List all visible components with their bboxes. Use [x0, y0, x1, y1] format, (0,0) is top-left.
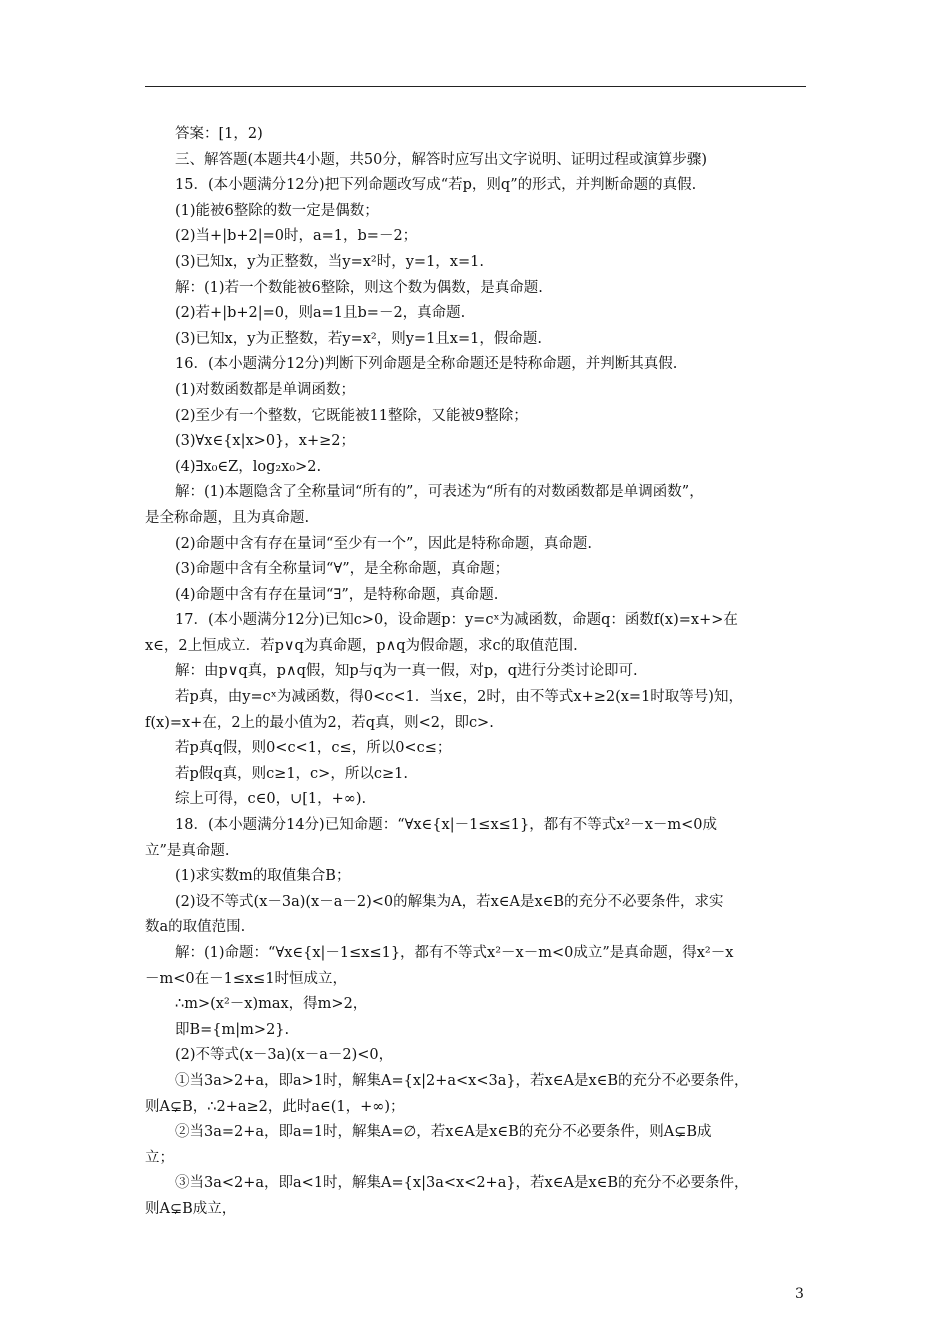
- text-line: (2)不等式(x－3a)(x－a－2)<0，: [175, 1047, 394, 1064]
- text-line: (2)设不等式(x－3a)(x－a－2)<0的解集为A，若x∈A是x∈B的充分不必要条件，求实: [175, 893, 724, 910]
- text-line: (1)对数函数都是单调函数；: [175, 381, 356, 398]
- text-line: (3)已知x，y为正整数，当y=x²时，y=1，x=1.: [175, 253, 484, 270]
- text-line: (1)能被6整除的数一定是偶数；: [175, 202, 379, 219]
- text-line: 立；: [145, 1149, 174, 1166]
- text-line: 即B={m|m>2}.: [175, 1021, 290, 1038]
- text-line: －m<0在－1≤x≤1时恒成立，: [145, 970, 348, 987]
- text-line: ②当3a=2+a，即a=1时，解集A=∅，若x∈A是x∈B的充分不必要条件，则A⊊B成: [175, 1124, 712, 1141]
- text-line: 解：(1)命题：“∀x∈{x|－1≤x≤1}，都有不等式x²－x－m<0成立”是真命题，得x²－x: [175, 945, 734, 961]
- text-line: 则A⊊B成立，: [145, 1200, 237, 1217]
- text-line: (1)求实数m的取值集合B；: [175, 868, 351, 885]
- text-line: (2)命题中含有存在量词“至少有一个”，因此是特称命题，真命题.: [175, 535, 592, 552]
- text-line: 答案：[1，2): [175, 126, 263, 142]
- header-rule: [145, 86, 806, 87]
- text-line: 三、解答题(本题共4小题，共50分，解答时应写出文字说明、证明过程或演算步骤): [175, 151, 707, 168]
- document-body: [145, 122, 807, 1223]
- text-line: 解：(1)本题隐含了全称量词“所有的”，可表述为“所有的对数函数都是单调函数”，: [175, 484, 704, 501]
- text-line: ③当3a<2+a，即a<1时，解集A={x|3a<x<2+a}，若x∈A是x∈B的充分不必要条件，: [175, 1175, 749, 1192]
- text-line: ①当3a>2+a，即a>1时，解集A={x|2+a<x<3a}，若x∈A是x∈B的充分不必要条件，: [175, 1072, 749, 1089]
- text-line: 立”是真命题.: [145, 842, 230, 859]
- text-line: 数a的取值范围.: [145, 919, 246, 936]
- text-line: f(x)=x+在，2上的最小值为2，若q真，则<2，即c>.: [145, 714, 494, 731]
- text-line: (2)若+|b+2|=0，则a=1且b=－2，真命题.: [175, 305, 466, 322]
- text-line: 若p真，由y=cˣ为减函数，得0<c<1．当x∈，2时，由不等式x+≥2(x=1时取等号)知，: [175, 689, 743, 706]
- text-line: 若p假q真，则c≥1，c>，所以c≥1.: [175, 765, 408, 782]
- text-line: (2)当+|b+2|=0时，a=1，b=－2；: [175, 228, 418, 245]
- text-line: 15．(本小题满分12分)把下列命题改写成“若p，则q”的形式，并判断命题的真假.: [175, 177, 697, 194]
- text-line: 解：由p∨q真，p∧q假，知p与q为一真一假，对p，q进行分类讨论即可.: [175, 663, 638, 680]
- page-number: 3: [795, 1286, 804, 1302]
- text-line: x∈，2上恒成立．若p∨q为真命题，p∧q为假命题，求c的取值范围.: [145, 637, 578, 654]
- text-line: 16．(本小题满分12分)判断下列命题是全称命题还是特称命题，并判断其真假.: [175, 356, 678, 373]
- text-line: (3)命题中含有全称量词“∀”，是全称命题，真命题；: [175, 561, 510, 578]
- text-line: 解：(1)若一个数能被6整除，则这个数为偶数，是真命题.: [175, 279, 543, 296]
- text-line: 若p真q假，则0<c<1，c≤，所以0<c≤；: [175, 740, 452, 757]
- text-line: (2)至少有一个整数，它既能被11整除，又能被9整除；: [175, 407, 528, 424]
- text-line: (3)∀x∈{x|x>0}，x+≥2；: [175, 433, 355, 450]
- text-line: 17．(本小题满分12分)已知c>0，设命题p：y=cˣ为减函数，命题q：函数f(x)=x+>在: [175, 612, 738, 629]
- text-line: ∴m>(x²－x)max，得m>2，: [175, 996, 368, 1013]
- text-line: 18．(本小题满分14分)已知命题：“∀x∈{x|－1≤x≤1}，都有不等式x²－x－m<0成: [175, 817, 718, 834]
- text-line: 则A⊊B，∴2+a≥2，此时a∈(1，+∞)；: [145, 1098, 405, 1115]
- text-line: (3)已知x，y为正整数，若y=x²，则y=1且x=1，假命题.: [175, 330, 542, 347]
- text-line: 综上可得，c∈0，∪[1，+∞).: [175, 791, 367, 808]
- text-line: 是全称命题，且为真命题.: [145, 509, 310, 526]
- text-line: (4)∃x₀∈Z，log₂x₀>2.: [175, 458, 322, 475]
- text-line: (4)命题中含有存在量词“∃”，是特称命题，真命题.: [175, 586, 499, 603]
